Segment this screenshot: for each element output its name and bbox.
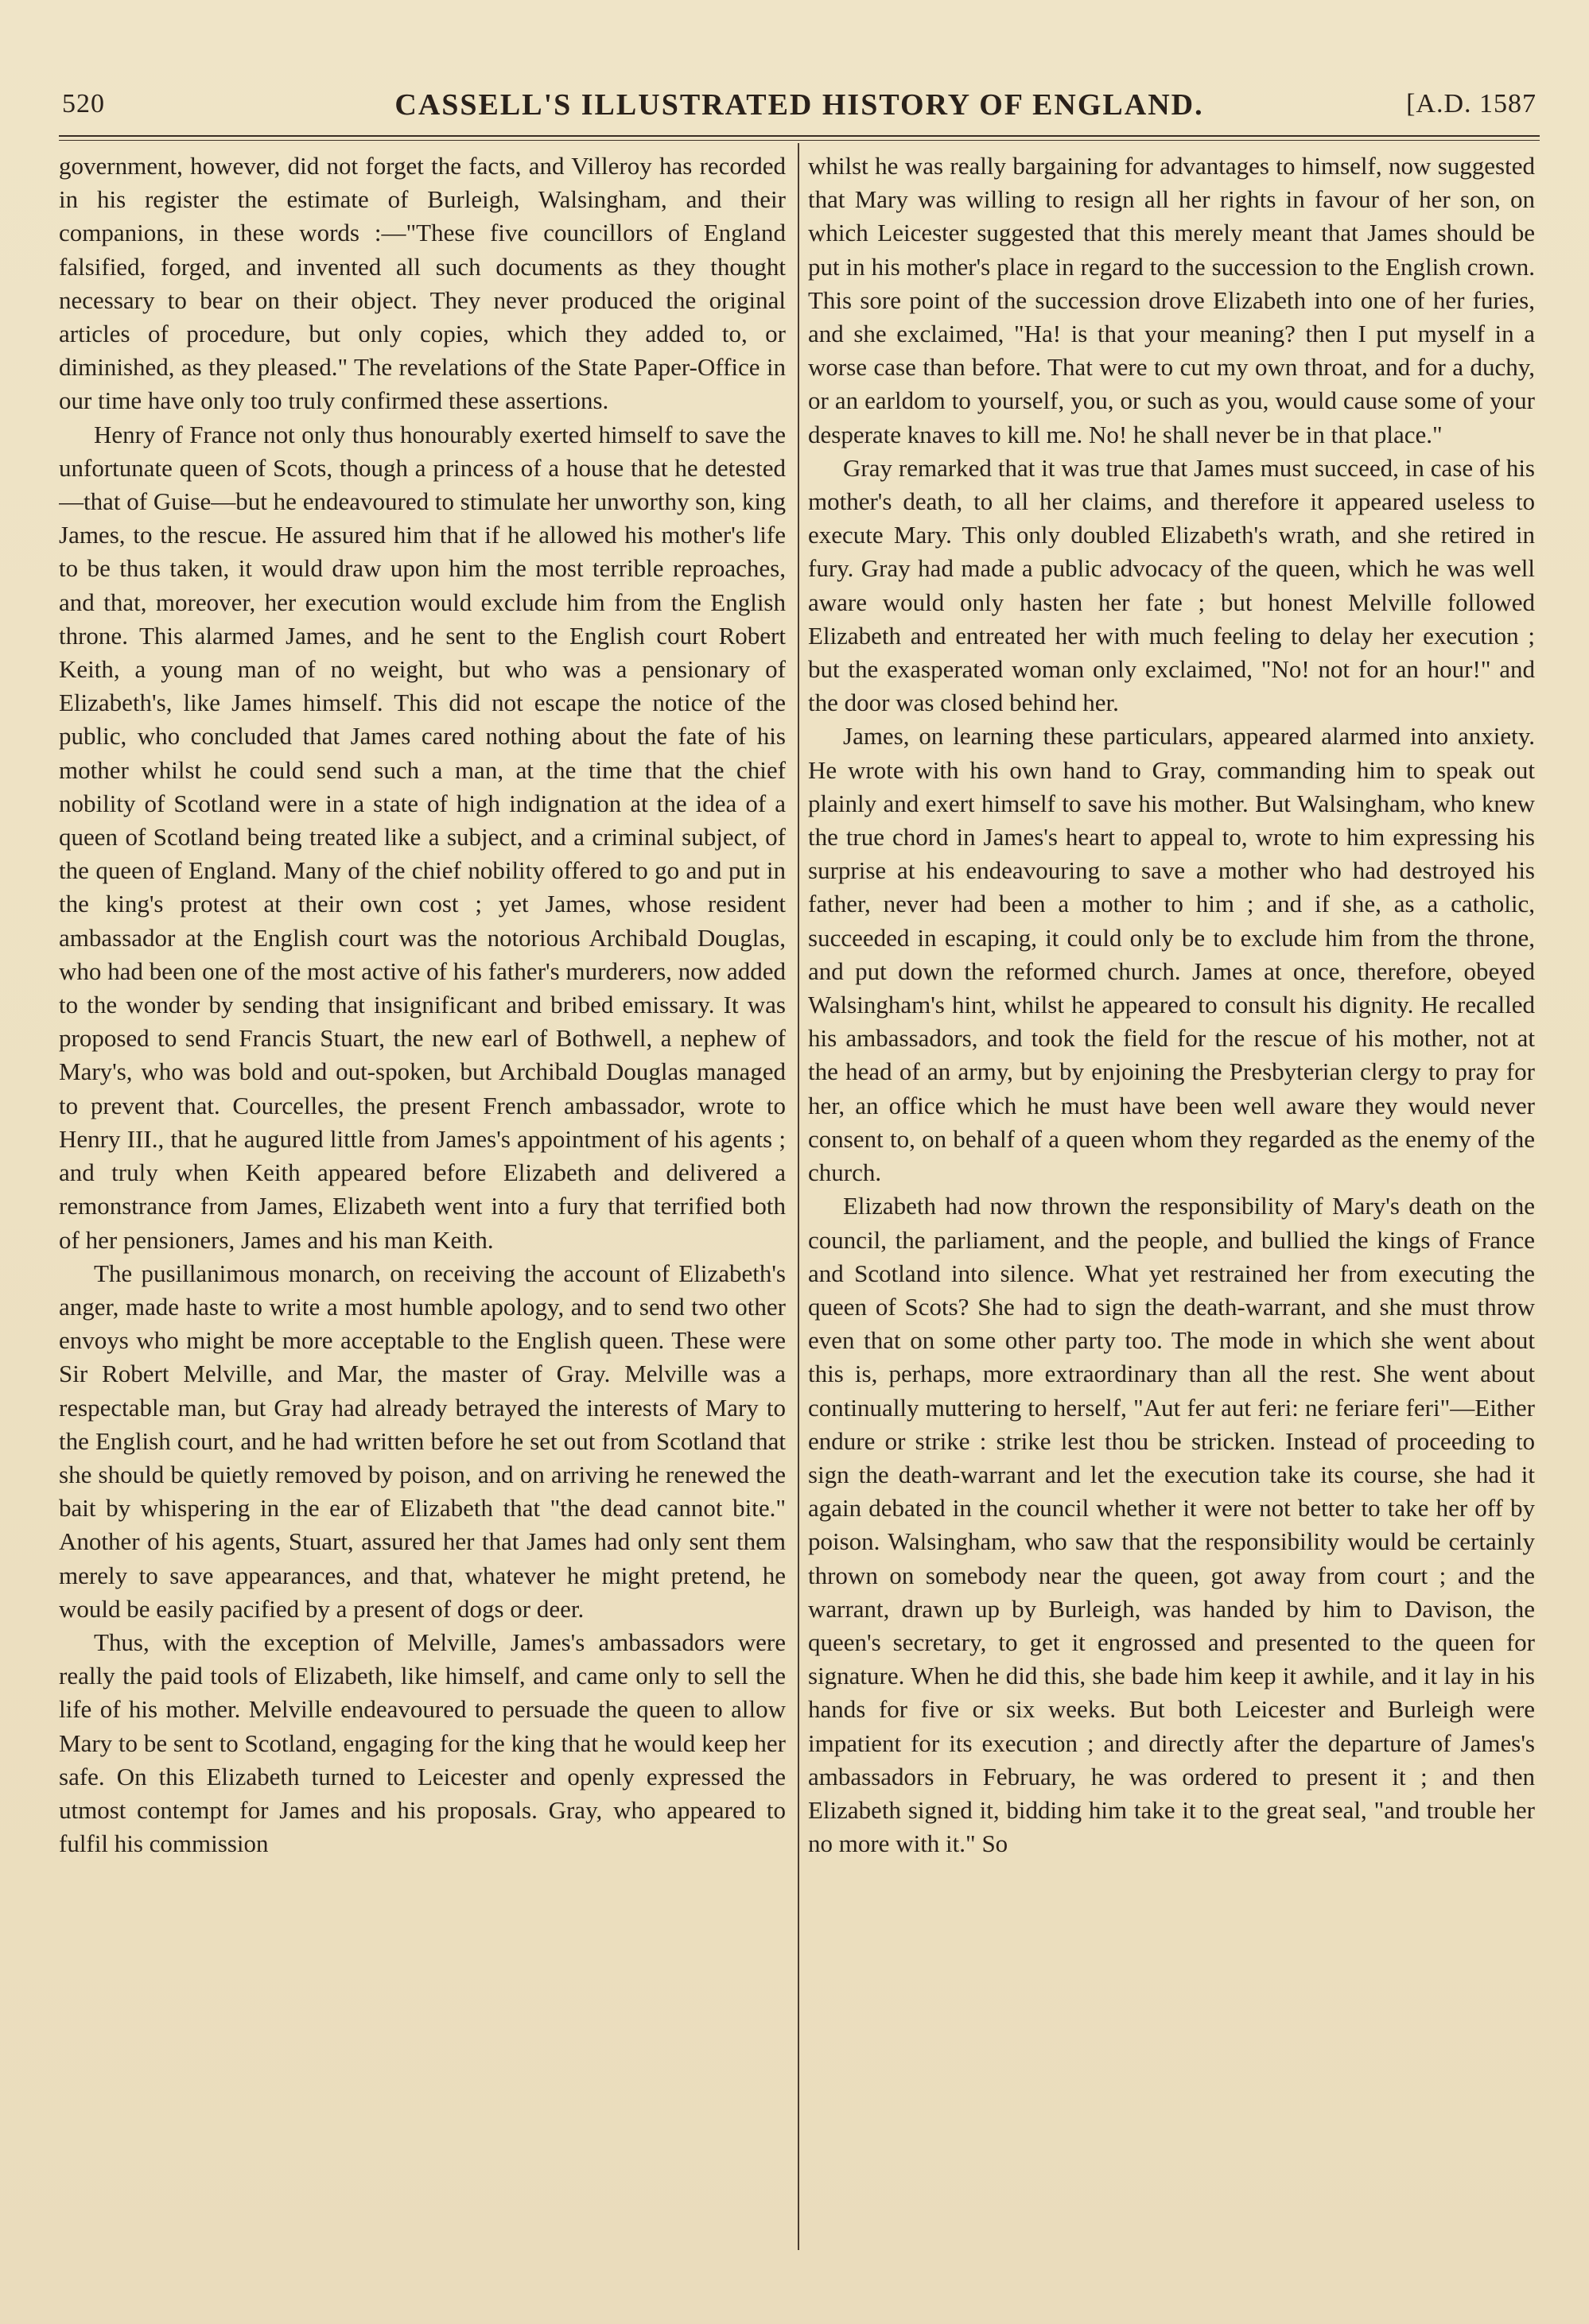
page-number: 520 <box>62 89 105 118</box>
running-header <box>59 86 1540 132</box>
header-rule <box>59 135 1540 141</box>
paragraph: The pusillanimous monarch, on receiving the account of Elizabeth's anger, made haste to write a most humble apology, and to send two other envoys who might be more acceptable to the English queen. These were Sir Robert Melville, and Mar, the master of Gray. Melville was a respectable man, but Gray had already betrayed the interests of Mary to the English court, and he had written before he set out from Scotland that she should be quietly removed by poison, and on arriving he renewed the bait by whispering in the ear of Elizabeth that "the dead cannot bite." Another of his agents, Stuart, assured her that James had only sent them merely to save appearances, and that, whatever he might pretend, he would be easily pacified by a present of dogs or deer. <box>59 1259 786 1623</box>
paragraph: James, on learning these particulars, appeared alarmed into anxiety. He wrote with his own hand to Gray, commanding him to speak out plainly and exert himself to save his mother. But Walsingham, who knew the true chord in James's heart to appeal to, wrote to him expressing his surprise at his endeavouring to save a mother who had destroyed his father, never had been a mother to him ; and if she, as a catholic, succeeded in escaping, it could only be to exclude him from the throne, and put down the reformed church. James at once, therefore, obeyed Walsingham's hint, whilst he appeared to consult his dignity. He recalled his ambassadors, and took the field for the rescue of his mother, not at the head of an army, but by enjoining the Presbyterian clergy to pray for her, an office which he must have been well aware they would never consent to, on behalf of a queen whom they regarded as the enemy of the church. <box>808 722 1535 1187</box>
paragraph: Gray remarked that it was true that James must succeed, in case of his mother's death, to all her claims, and therefore it appeared useless to execute Mary. This only doubled Elizabeth's wrath, and she retired in fury. Gray had made a public advocacy of the queen, which he was well aware would only hasten her fate ; but honest Melville followed Elizabeth and entreated her with much feeling to delay her execution ; but the exasperated woman only exclaimed, "No! not for an hour!" and the door was closed behind her. <box>808 453 1535 717</box>
running-title: CASSELL'S ILLUSTRATED HISTORY OF ENGLAND. <box>394 88 1204 122</box>
paragraph: whilst he was really bargaining for advantages to himself, now suggested that Mary was willing to resign all her rights in favour of her son, on which Leicester suggested that this merely meant that James should be put in his mother's place in regard to the succession to the English crown. This sore point of the succession drove Elizabeth into one of her furies, and she exclaimed, "Ha! is that your meaning? then I put myself in a worse case than before. That were to cut my own throat, and for a duchy, or an earldom to yourself, you, or such as you, would cause some of your desperate knaves to kill me. No! he shall never be in that place." <box>808 152 1535 448</box>
column-divider <box>798 143 799 2250</box>
right-column <box>808 149 1535 2264</box>
paragraph: government, however, did not forget the facts, and Villeroy has recorded in his register the estimate of Burleigh, Walsingham, and their companions, in these words :—"These five councillors of England falsified, forged, and invented all such documents as they thought necessary to bear on their object. They never produced the original articles of procedure, but only copies, which they added to, or diminished, as they pleased." The revelations of the State Paper-Office in our time have only too truly confirmed these assertions. <box>59 152 786 415</box>
paragraph: Henry of France not only thus honourably exerted himself to save the unfortunate queen of Scots, though a princess of a house that he detested—that of Guise—but he endeavoured to stimulate her unworthy son, king James, to the rescue. He assured him that if he allowed his mother's life to be thus taken, it would draw upon him the most terrible reproaches, and that, moreover, her execution would exclude him from the English throne. This alarmed James, and he sent to the English court Robert Keith, a young man of no weight, but who was a pensionary of Elizabeth's, like James himself. This did not escape the notice of the public, who concluded that James cared nothing about the fate of his mother whilst he could send such a man, at the time that the chief nobility of Scotland were in a state of high indignation at the idea of a queen of Scotland being treated like a subject, and a criminal subject, of the queen of England. Many of the chief nobility offered to go and put in the king's protest at their own cost ; yet James, whose resident ambassador at the English court was the notorious Archibald Douglas, who had been one of the most active of his father's murderers, now added to the wonder by sending that insignificant and bribed emissary. It was proposed to send Francis Stuart, the new earl of Bothwell, a nephew of Mary's, who was bold and out-spoken, but Archibald Douglas managed to prevent that. Courcelles, the present French ambassador, wrote to Henry III., that he augured little from James's appointment of his agents ; and truly when Keith appeared before Elizabeth and delivered a remonstrance from James, Elizabeth went into a fury that terrified both of her pensioners, James and his man Keith. <box>59 420 786 1254</box>
year-marker: [A.D. 1587 <box>1406 89 1537 118</box>
paragraph: Elizabeth had now thrown the responsibility of Mary's death on the council, the parliament, and the people, and bullied the kings of France and Scotland into silence. What yet restrained her from executing the queen of Scots? She had to sign the death-warrant, and she must throw even that on some other party too. The mode in which she went about this is, perhaps, more extraordinary than all the rest. She went about continually muttering to herself, "Aut fer aut feri: ne feriare feri"—Either endure or strike : strike lest thou be stricken. Instead of proceeding to sign the death-warrant and let the execution take its course, she had it again debated in the council whether it were not better to take her off by poison. Walsingham, who saw that the responsibility would be certainly thrown on somebody near the queen, got away from court ; and the warrant, drawn up by Burleigh, was handed by him to Davison, the queen's secretary, to get it engrossed and presented to the queen for signature. When he did this, she bade him keep it awhile, and it lay in his hands for five or six weeks. But both Leicester and Burleigh were impatient for its execution ; and directly after the departure of James's ambassadors in February, he was ordered to present it ; and then Elizabeth signed it, bidding him take it to the great seal, "and trouble her no more with it." So <box>808 1192 1535 1858</box>
left-column <box>59 149 786 2264</box>
paragraph: Thus, with the exception of Melville, James's ambassadors were really the paid tools of Elizabeth, like himself, and came only to sell the life of his mother. Melville endeavoured to persuade the queen to allow Mary to be sent to Scotland, engaging for the king that he would keep her safe. On this Elizabeth turned to Leicester and openly expressed the utmost contempt for James and his proposals. Gray, who appeared to fulfil his commission <box>59 1628 786 1858</box>
